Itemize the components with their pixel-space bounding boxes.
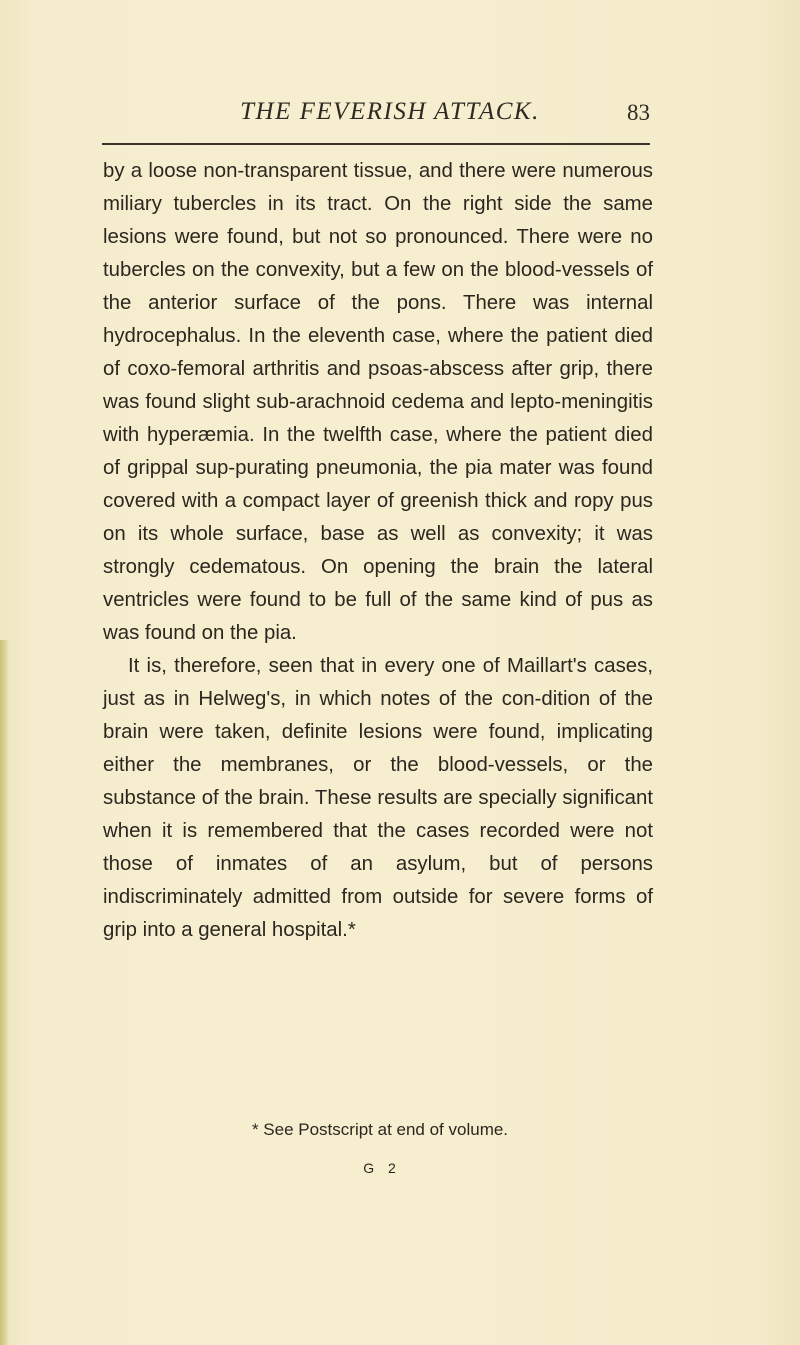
- page-edge-shadow: [0, 640, 9, 1345]
- paragraph: It is, therefore, seen that in every one of Maillart's cases, just as in Helweg's, in which notes of the con-dition of the brain were taken, definite lesions were found, implicating either the membranes, or the blood-vessels, or the substance of the brain. These results are specially significant when it is remembered that the cases recorded were not those of inmates of an asylum, but of persons indiscriminately admitted from outside for severe forms of grip into a general hospital.*: [103, 655, 653, 941]
- signature-mark: G 2: [363, 1160, 401, 1176]
- body-text: [103, 155, 653, 947]
- header-rule: [102, 143, 650, 145]
- running-head-title: THE FEVERISH ATTACK.: [240, 98, 540, 125]
- paragraph: by a loose non-transparent tissue, and there were numerous miliary tubercles in its tract. On the right side the same lesions were found, but not so pronounced. There were no tubercles on the convexity, but a few on the blood-vessels of the anterior surface of the pons. There was internal hydrocephalus. In the eleventh case, where the patient died of coxo-femoral arthritis and psoas-abscess after grip, there was found slight sub-arachnoid cedema and lepto-meningitis with hyperæmia. In the twelfth case, where the patient died of grippal sup-purating pneumonia, the pia mater was found covered with a compact layer of greenish thick and ropy pus on its whole surface, base as well as convexity; it was strongly cedematous. On opening the brain the lateral ventricles were found to be full of the same kind of pus as was found on the pia.: [103, 160, 653, 644]
- footnote: * See Postscript at end of volume.: [251, 1120, 509, 1139]
- page-number: 83: [627, 100, 650, 125]
- running-head: [0, 98, 800, 138]
